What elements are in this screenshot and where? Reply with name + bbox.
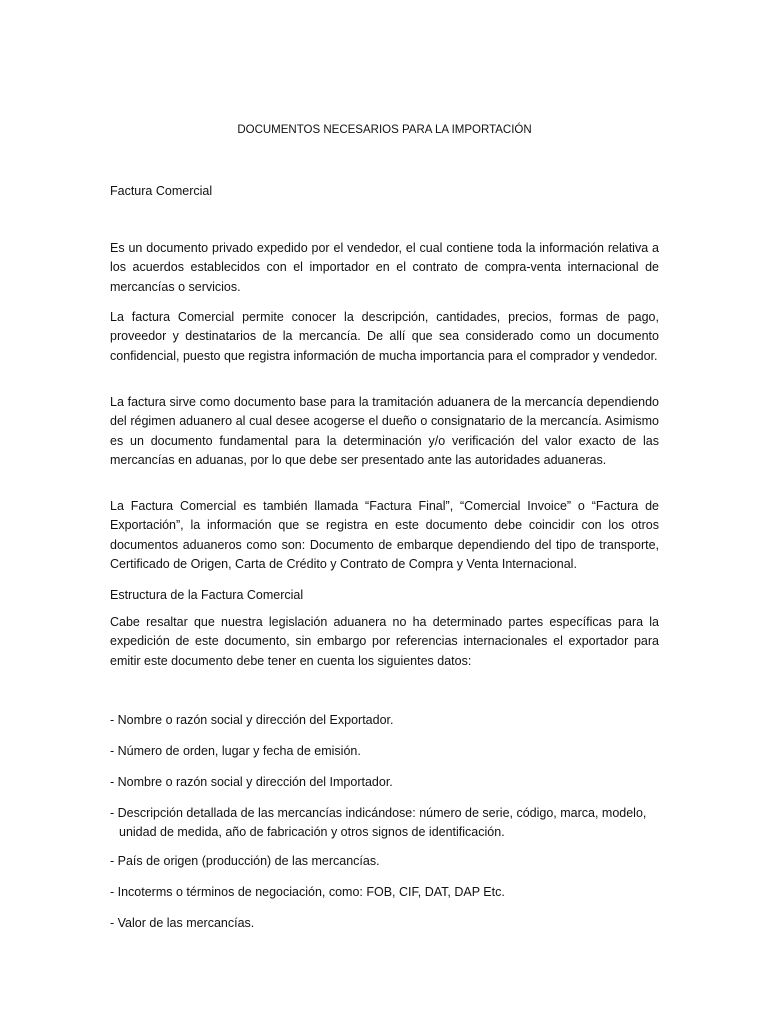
- list-item: - Nombre o razón social y dirección del Importador.: [110, 775, 393, 789]
- section-heading-factura-comercial: Factura Comercial: [110, 184, 213, 198]
- list-item: - Valor de las mercancías.: [110, 916, 255, 930]
- section-heading-estructura: Estructura de la Factura Comercial: [110, 588, 304, 602]
- paragraph-structure-intro: Cabe resaltar que nuestra legislación aduanera no ha determinado partes específicas para la expedición de este documento, sin embargo por referencias internacionales el exportador para emitir este documento debe tener en cuenta los siguientes datos:: [110, 615, 659, 668]
- document-title: DOCUMENTOS NECESARIOS PARA LA IMPORTACIÓN: [237, 124, 532, 136]
- document-page: [110, 0, 659, 1024]
- paragraph-definition: Es un documento privado expedido por el vendedor, el cual contiene toda la información relativa a los acuerdos establecidos con el importador en el contrato de compra-venta internacional de mercancías o servicios.: [110, 241, 659, 294]
- list-item: - Nombre o razón social y dirección del Exportador.: [110, 713, 394, 727]
- list-item: - País de origen (producción) de las mercancías.: [110, 854, 380, 868]
- list-item: - Descripción detallada de las mercancías indicándose: número de serie, código, marca, modelo, unidad de medida, año de fabricación y otros signos de identificación.: [110, 806, 647, 839]
- list-item: - Número de orden, lugar y fecha de emisión.: [110, 744, 361, 758]
- paragraph-contents: La factura Comercial permite conocer la descripción, cantidades, precios, formas de pago, proveedor y destinatarios de la mercancía. De allí que sea considerado como un documento confidencial, puesto que registra información de mucha importancia para el comprador y vendedor.: [110, 310, 659, 363]
- paragraph-purpose: La factura sirve como documento base para la tramitación aduanera de la mercancía dependiendo del régimen aduanero al cual desee acogerse el dueño o consignatario de la mercancía. Asimismo es un documento fundamental para la determinación y/o verificación del valor exacto de las mercancías en aduanas, por lo que debe ser presentado ante las autoridades aduaneras.: [110, 395, 659, 467]
- paragraph-alternate-names: La Factura Comercial es también llamada “Factura Final”, “Comercial Invoice” o “Factura de Exportación”, la información que se registra en este documento debe coincidir con los otros documentos aduaneros como son: Documento de embarque dependiendo del tipo de transporte, Certificado de Origen, Carta de Crédito y Contrato de Compra y Venta Internacional.: [110, 499, 659, 571]
- list-item: - Incoterms o términos de negociación, como: FOB, CIF, DAT, DAP Etc.: [110, 885, 505, 899]
